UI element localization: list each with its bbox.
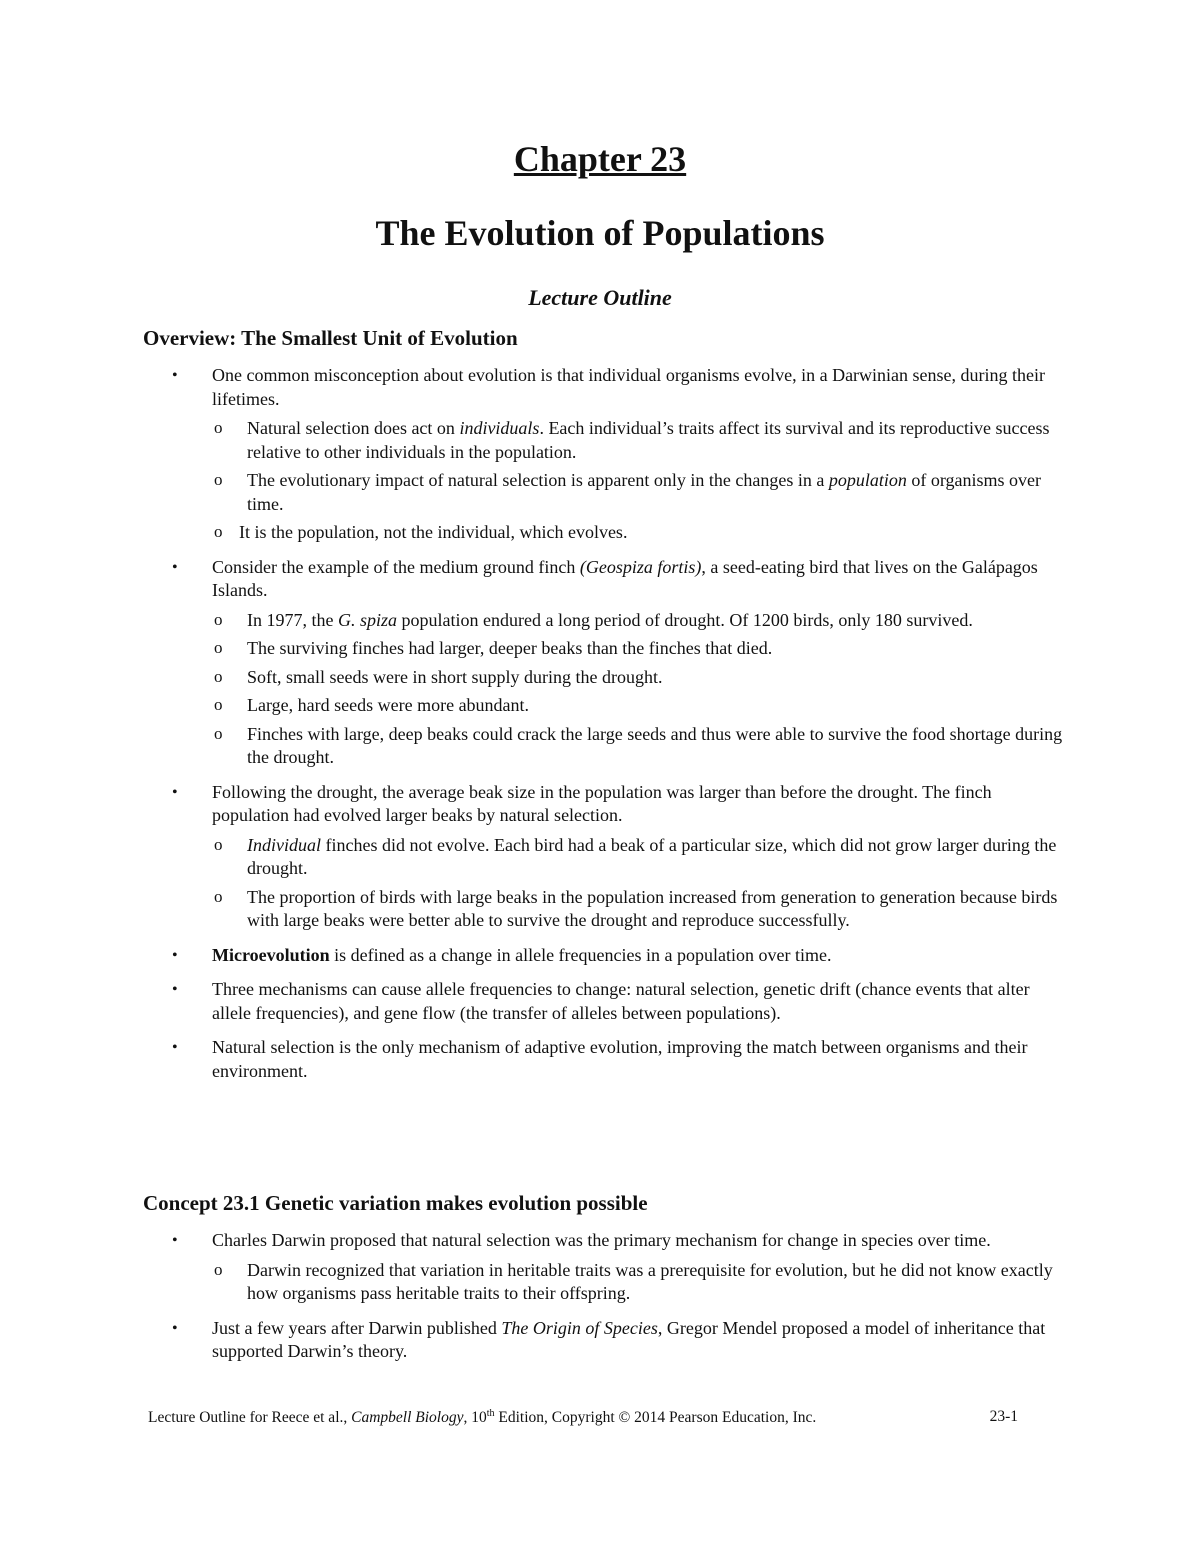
- list-item: [143, 781, 1063, 933]
- emphasis-text: individuals: [459, 418, 540, 438]
- list-item: [143, 1229, 1063, 1306]
- bullet-icon: •: [172, 783, 178, 801]
- sub-item-text: . Each individual’s traits affect its survival and its reproductive success relative to other individuals in the population.: [247, 418, 1050, 462]
- sub-item-text: The surviving finches had larger, deeper beaks than the finches that died.: [247, 638, 773, 658]
- emphasis-text: (Geospiza fortis): [579, 556, 702, 577]
- sub-item-text: of organisms over time.: [247, 470, 1041, 514]
- sub-item-text: Soft, small seeds were in short supply during the drought.: [247, 666, 663, 687]
- list-item-text: , Gregor Mendel proposed a model of inheritance that supported Darwin’s theory.: [212, 1317, 1046, 1361]
- bullet-icon: •: [172, 558, 178, 576]
- sub-bullet-icon: o: [214, 886, 223, 906]
- sub-list-item: [143, 886, 1063, 933]
- sub-bullet-icon: o: [214, 470, 223, 489]
- sub-bullet-icon: o: [214, 1259, 223, 1279]
- bullet-icon: •: [172, 981, 178, 998]
- sub-list-item: [143, 469, 1063, 516]
- list-item: [143, 978, 1063, 1025]
- sub-list-item: [143, 521, 1063, 545]
- chapter-heading: Chapter 23: [513, 139, 687, 179]
- list-item-text: is defined as a change in allele frequencies in a population over time.: [329, 944, 832, 965]
- emphasis-text: population: [828, 470, 907, 490]
- sub-bullet-icon: o: [214, 723, 223, 743]
- list-item: [143, 556, 1063, 770]
- footer-text: Edition, Copyright © 2014 Pearson Education, Inc.: [494, 1409, 817, 1427]
- sub-item-text: It is the population, not the individual, which evolves.: [239, 522, 628, 542]
- list-item-text: Natural selection is the only mechanism of adaptive evolution, improving the match between organisms and their environment.: [212, 1037, 1028, 1081]
- sub-bullet-icon: o: [214, 695, 223, 714]
- sub-bullet-icon: o: [214, 834, 223, 854]
- list-item-text: Charles Darwin proposed that natural selection was the primary mechanism for change in species over time.: [212, 1230, 991, 1250]
- sub-bullet-icon: o: [214, 638, 223, 657]
- list-item-text: , a seed-eating bird that lives on the Galápagos Islands.: [212, 556, 1038, 600]
- page-subtitle: Lecture Outline: [528, 285, 672, 310]
- sub-list-item: [143, 834, 1063, 881]
- list-item-text: Three mechanisms can cause allele frequencies to change: natural selection, genetic drift (chance events that alter allele frequencies), and gene flow (the transfer of alleles between populations).: [212, 979, 1030, 1023]
- concept-heading: Concept 23.1 Genetic variation makes evolution possible: [143, 1191, 648, 1215]
- sub-item-text: Darwin recognized that variation in heritable traits was a prerequisite for evolution, but he did not know exactly how organisms pass heritable traits to their offspring.: [247, 1259, 1053, 1303]
- footer-text: , 10: [463, 1409, 487, 1427]
- sub-bullet-icon: o: [214, 666, 223, 686]
- list-item-text: Just a few years after Darwin published: [212, 1317, 502, 1338]
- sub-item-text: population endured a long period of drought. Of 1200 birds, only 180 survived.: [397, 609, 973, 630]
- page-number: 23-1: [989, 1408, 1018, 1425]
- sub-bullet-icon: o: [214, 418, 223, 437]
- sub-item-text: The evolutionary impact of natural selection is apparent only in the changes in a: [247, 470, 829, 490]
- sub-item-text: In 1977, the: [247, 609, 338, 630]
- sub-list-item: [143, 637, 1063, 661]
- sub-item-text: finches did not evolve. Each bird had a beak of a particular size, which did not grow larger during the drought.: [247, 834, 1057, 878]
- overview-list: [143, 364, 1063, 1094]
- bullet-icon: •: [172, 367, 178, 384]
- footer-superscript: th: [486, 1408, 495, 1419]
- concept-list: [143, 1229, 1063, 1375]
- sub-list-item: [143, 417, 1063, 464]
- bullet-icon: •: [172, 1039, 178, 1056]
- list-item-text: One common misconception about evolution is that individual organisms evolve, in a Darwinian sense, during their lifetimes.: [212, 365, 1046, 409]
- emphasis-text: G. spiza: [337, 609, 397, 630]
- list-item: [143, 364, 1063, 545]
- footer-book-title: Campbell Biology: [351, 1409, 464, 1427]
- list-item: [143, 944, 1063, 968]
- page-footer: [148, 1408, 1018, 1428]
- sub-item-text: The proportion of birds with large beaks in the population increased from generation to generation because birds with large beaks were better able to survive the drought and reproduce successfully.: [247, 886, 1058, 930]
- sub-list-item: [143, 666, 1063, 690]
- list-item-text: Consider the example of the medium ground finch: [212, 556, 580, 577]
- sub-list-item: [143, 723, 1063, 770]
- sub-bullet-icon: o: [214, 609, 223, 629]
- sub-list-item: [143, 609, 1063, 633]
- bullet-icon: •: [172, 1319, 178, 1337]
- bullet-icon: •: [172, 1232, 178, 1249]
- bullet-icon: •: [172, 946, 178, 964]
- list-item: [143, 1036, 1063, 1083]
- bold-term: Microevolution: [212, 944, 330, 965]
- sub-item-text: Finches with large, deep beaks could crack the large seeds and thus were able to survive the food shortage during the drought.: [247, 723, 1063, 767]
- list-item-text: Following the drought, the average beak size in the population was larger than before the drought. The finch population had evolved larger beaks by natural selection.: [212, 781, 992, 825]
- page-title: The Evolution of Populations: [375, 213, 825, 253]
- sub-list-item: [143, 1259, 1063, 1306]
- list-item: [143, 1317, 1063, 1364]
- overview-heading: Overview: The Smallest Unit of Evolution: [143, 326, 518, 350]
- emphasis-text: The Origin of Species: [501, 1317, 658, 1338]
- emphasis-text: Individual: [247, 834, 321, 855]
- sub-list-item: [143, 694, 1063, 718]
- sub-bullet-icon: o: [214, 522, 223, 541]
- footer-text: Lecture Outline for Reece et al.,: [148, 1409, 352, 1427]
- sub-item-text: Natural selection does act on: [247, 418, 460, 438]
- sub-item-text: Large, hard seeds were more abundant.: [247, 695, 530, 715]
